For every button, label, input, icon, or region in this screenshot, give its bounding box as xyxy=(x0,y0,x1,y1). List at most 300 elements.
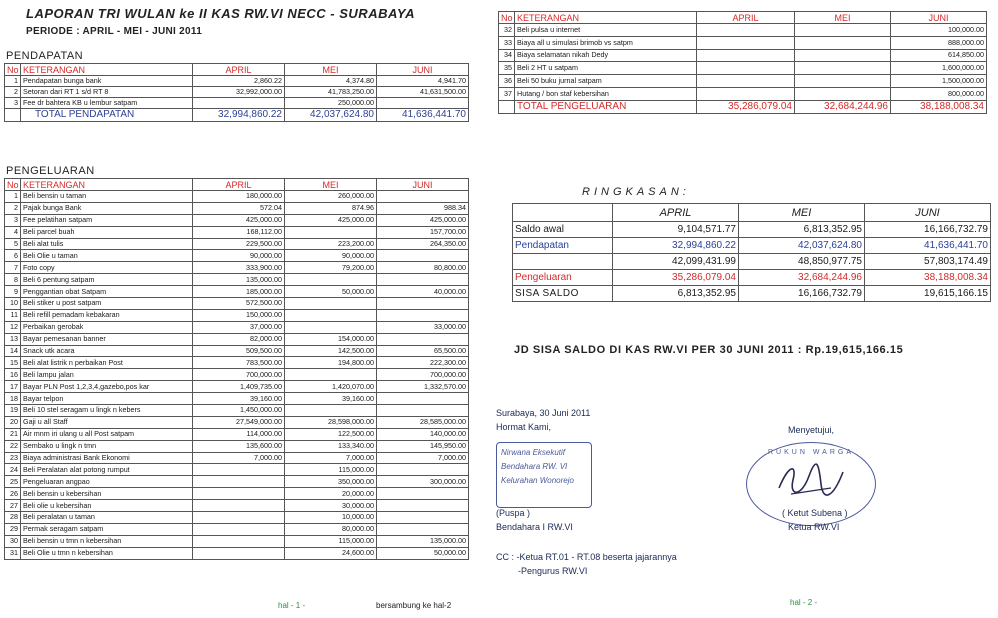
row-april xyxy=(193,535,285,547)
row-mei xyxy=(795,87,891,100)
row-april xyxy=(193,512,285,524)
page-1 xyxy=(0,0,490,618)
sisa-saldo-row xyxy=(513,286,991,302)
saldo-awal-row xyxy=(513,222,991,238)
row-juni: 264,350.00 xyxy=(377,238,469,250)
row-juni: 41,631,500.00 xyxy=(377,87,469,98)
row-mei: 90,000.00 xyxy=(285,250,377,262)
table-row xyxy=(5,333,469,345)
row-mei: 10,000.00 xyxy=(285,512,377,524)
row-no: 22 xyxy=(5,440,21,452)
table-row xyxy=(499,75,987,88)
row-mei: 28,598,000.00 xyxy=(285,416,377,428)
row-no: 23 xyxy=(5,452,21,464)
table-row xyxy=(5,405,469,417)
table-row xyxy=(5,512,469,524)
row-no: 5 xyxy=(5,238,21,250)
row-mei: 425,000.00 xyxy=(285,214,377,226)
row-mei: 50,000.00 xyxy=(285,286,377,298)
row-keterangan: Gaji u all Staff xyxy=(21,416,193,428)
row-mei xyxy=(285,321,377,333)
bendahara-stamp xyxy=(496,442,592,508)
row-no: 26 xyxy=(5,488,21,500)
continue-note: bersambung ke hal-2 xyxy=(376,601,452,610)
row-mei: 115,000.00 xyxy=(285,464,377,476)
row-keterangan: Permak seragam satpam xyxy=(21,523,193,535)
row-keterangan: Setoran dari RT 1 s/d RT 8 xyxy=(21,87,193,98)
row-juni: 1,600,000.00 xyxy=(891,62,987,75)
row-april xyxy=(193,500,285,512)
row-keterangan: Sembako u lingk n tmn xyxy=(21,440,193,452)
row-april xyxy=(697,24,795,37)
ringkasan-blank-header xyxy=(513,204,613,222)
subtotal-row xyxy=(513,254,991,270)
row-no: 3 xyxy=(5,214,21,226)
row-juni: 614,850.00 xyxy=(891,49,987,62)
total-pendapatan-row xyxy=(5,109,469,122)
row-mei xyxy=(285,274,377,286)
row-keterangan: Beli 10 stel seragam u lingk n kebers xyxy=(21,405,193,417)
row-juni: 988.34 xyxy=(377,202,469,214)
row-april xyxy=(193,523,285,535)
row-no: 32 xyxy=(499,24,515,37)
table-row xyxy=(5,381,469,393)
row-april: 700,000.00 xyxy=(193,369,285,381)
row-juni xyxy=(377,250,469,262)
row-april xyxy=(193,98,285,109)
pengeluaran-summary-row xyxy=(513,270,991,286)
row-keterangan: Beli bensin u tmn n kebersihan xyxy=(21,535,193,547)
page-2-number: hal - 2 - xyxy=(790,598,818,607)
row-no: 28 xyxy=(5,512,21,524)
right-signer-role: Ketua RW.VI xyxy=(788,522,840,532)
table-row xyxy=(499,36,987,49)
row-april: 135,000.00 xyxy=(193,274,285,286)
total-pengeluaran-label: TOTAL PENGELUARAN xyxy=(515,100,697,113)
pendapatan-summary-mei: 42,037,624.80 xyxy=(739,238,865,254)
total-pengeluaran-mei: 32,684,244.96 xyxy=(795,100,891,113)
row-keterangan: Fee pelatihan satpam xyxy=(21,214,193,226)
row-no: 10 xyxy=(5,298,21,310)
row-juni: 4,941.70 xyxy=(377,76,469,87)
row-keterangan: Pengeluaran angpao xyxy=(21,476,193,488)
col-keterangan: KETERANGAN xyxy=(515,12,697,24)
row-mei xyxy=(285,309,377,321)
left-signer-name: (Puspa ) xyxy=(496,508,531,518)
row-keterangan: Beli 6 pentung satpam xyxy=(21,274,193,286)
row-no: 18 xyxy=(5,393,21,405)
sisa-saldo-mei: 16,166,732.79 xyxy=(739,286,865,302)
row-no: 1 xyxy=(5,76,21,87)
col-juni: JUNI xyxy=(377,179,469,191)
row-mei: 41,783,250.00 xyxy=(285,87,377,98)
row-mei: 260,000.00 xyxy=(285,191,377,203)
sisa-saldo-label: SISA SALDO xyxy=(513,286,613,302)
row-juni: 145,950.00 xyxy=(377,440,469,452)
row-juni xyxy=(377,405,469,417)
row-mei: 30,000.00 xyxy=(285,500,377,512)
row-april: 572,500.00 xyxy=(193,298,285,310)
row-mei xyxy=(795,62,891,75)
table-row xyxy=(5,250,469,262)
row-keterangan: Biaya administrasi Bank Ekonomi xyxy=(21,452,193,464)
table-row xyxy=(5,214,469,226)
row-juni: 28,585,000.00 xyxy=(377,416,469,428)
row-mei: 142,500.00 xyxy=(285,345,377,357)
signature-mark xyxy=(771,458,851,506)
table-row xyxy=(499,62,987,75)
cc-line-1: CC : -Ketua RT.01 - RT.08 beserta jajarannya xyxy=(496,552,677,562)
row-juni xyxy=(377,488,469,500)
row-juni xyxy=(377,98,469,109)
row-keterangan: Foto copy xyxy=(21,262,193,274)
row-no: 31 xyxy=(5,547,21,559)
row-juni xyxy=(377,500,469,512)
row-no: 24 xyxy=(5,464,21,476)
subtotal-april: 42,099,431.99 xyxy=(613,254,739,270)
row-mei: 874.96 xyxy=(285,202,377,214)
row-mei xyxy=(795,24,891,37)
stamp-line-1: Nirwana Eksekutif xyxy=(501,448,566,457)
row-keterangan: Beli Olie u tmn n kebersihan xyxy=(21,547,193,559)
row-no: 17 xyxy=(5,381,21,393)
subtotal-juni: 57,803,174.49 xyxy=(865,254,991,270)
table-row xyxy=(5,416,469,428)
row-juni: 140,000.00 xyxy=(377,428,469,440)
col-april: APRIL xyxy=(193,64,285,76)
pendapatan-summary-juni: 41,636,441.70 xyxy=(865,238,991,254)
pendapatan-label: PENDAPATAN xyxy=(6,50,84,62)
row-no: 8 xyxy=(5,274,21,286)
row-juni xyxy=(377,464,469,476)
row-keterangan: Pendapatan bunga bank xyxy=(21,76,193,87)
row-no: 4 xyxy=(5,226,21,238)
row-april: 82,000.00 xyxy=(193,333,285,345)
row-keterangan: Beli 2 HT u satpam xyxy=(515,62,697,75)
page-1-number: hal - 1 - xyxy=(278,601,306,610)
table-row xyxy=(5,345,469,357)
row-april: 509,500.00 xyxy=(193,345,285,357)
table-row xyxy=(5,500,469,512)
table-row xyxy=(5,428,469,440)
cc-line-2: -Pengurus RW.VI xyxy=(518,566,588,576)
row-april: 185,000.00 xyxy=(193,286,285,298)
row-keterangan: Beli lampu jalan xyxy=(21,369,193,381)
pengeluaran-summary-april: 35,286,079.04 xyxy=(613,270,739,286)
col-no: No xyxy=(499,12,515,24)
row-mei: 39,160.00 xyxy=(285,393,377,405)
ringkasan-col-mei: MEI xyxy=(739,204,865,222)
row-no: 37 xyxy=(499,87,515,100)
row-juni: 157,700.00 xyxy=(377,226,469,238)
row-mei: 80,000.00 xyxy=(285,523,377,535)
row-juni xyxy=(377,393,469,405)
row-keterangan: Beli peralatan u taman xyxy=(21,512,193,524)
row-juni xyxy=(377,333,469,345)
row-keterangan: Beli 50 buku jurnal satpam xyxy=(515,75,697,88)
row-juni: 800,000.00 xyxy=(891,87,987,100)
total-pendapatan-label: TOTAL PENDAPATAN xyxy=(21,109,193,122)
jd-sisa-saldo: JD SISA SALDO DI KAS RW.VI PER 30 JUNI 2011 : Rp.19,615,166.15 xyxy=(514,344,904,356)
row-keterangan: Beli alat tulis xyxy=(21,238,193,250)
table-row xyxy=(5,369,469,381)
row-mei xyxy=(285,226,377,238)
row-mei xyxy=(795,75,891,88)
row-mei: 4,374.80 xyxy=(285,76,377,87)
row-mei: 223,200.00 xyxy=(285,238,377,250)
row-no: 36 xyxy=(499,75,515,88)
row-april: 27,549,000.00 xyxy=(193,416,285,428)
row-april: 180,000.00 xyxy=(193,191,285,203)
row-mei: 250,000.00 xyxy=(285,98,377,109)
row-mei: 20,000.00 xyxy=(285,488,377,500)
row-mei: 24,600.00 xyxy=(285,547,377,559)
row-mei xyxy=(285,298,377,310)
row-april xyxy=(697,49,795,62)
table-row xyxy=(5,238,469,250)
table-row xyxy=(5,298,469,310)
row-april: 37,000.00 xyxy=(193,321,285,333)
row-april: 150,000.00 xyxy=(193,309,285,321)
row-no: 27 xyxy=(5,500,21,512)
row-april: 135,600.00 xyxy=(193,440,285,452)
col-no: No xyxy=(5,179,21,191)
row-april xyxy=(193,476,285,488)
saldo-awal-mei: 6,813,352.95 xyxy=(739,222,865,238)
row-keterangan: Bayar PLN Post 1,2,3,4,gazebo,pos kar xyxy=(21,381,193,393)
row-no: 12 xyxy=(5,321,21,333)
row-juni: 425,000.00 xyxy=(377,214,469,226)
stamp-line-2: Bendahara RW. VI xyxy=(501,462,568,471)
row-mei xyxy=(285,405,377,417)
row-mei: 115,000.00 xyxy=(285,535,377,547)
table-row xyxy=(5,440,469,452)
row-april: 114,000.00 xyxy=(193,428,285,440)
row-keterangan: Penggantian obat Satpam xyxy=(21,286,193,298)
stamp-line-3: Kelurahan Wonorejo xyxy=(501,476,574,485)
ringkasan-col-april: APRIL xyxy=(613,204,739,222)
row-no: 9 xyxy=(5,286,21,298)
row-no: 7 xyxy=(5,262,21,274)
row-april xyxy=(193,464,285,476)
row-juni: 222,300.00 xyxy=(377,357,469,369)
row-keterangan: Beli Peralatan alat potong rumput xyxy=(21,464,193,476)
table-row xyxy=(5,202,469,214)
row-no: 34 xyxy=(499,49,515,62)
pendapatan-summary-label: Pendapatan xyxy=(513,238,613,254)
menyetujui: Menyetujui, xyxy=(788,425,835,435)
row-no: 3 xyxy=(5,98,21,109)
table-row xyxy=(5,393,469,405)
col-mei: MEI xyxy=(795,12,891,24)
row-mei: 154,000.00 xyxy=(285,333,377,345)
left-signer-role: Bendahara I RW.VI xyxy=(496,522,573,532)
row-april xyxy=(193,547,285,559)
pengeluaran-summary-label: Pengeluaran xyxy=(513,270,613,286)
row-juni xyxy=(377,191,469,203)
table-row xyxy=(5,357,469,369)
row-juni: 300,000.00 xyxy=(377,476,469,488)
col-keterangan: KETERANGAN xyxy=(21,64,193,76)
row-no: 19 xyxy=(5,405,21,417)
row-keterangan: Beli bensin u taman xyxy=(21,191,193,203)
row-no: 35 xyxy=(499,62,515,75)
row-juni xyxy=(377,512,469,524)
right-signer-name: ( Ketut Subena ) xyxy=(782,508,848,518)
place-date: Surabaya, 30 Juni 2011 xyxy=(496,408,591,418)
row-keterangan: Biaya all u simulasi brimob vs satpm xyxy=(515,36,697,49)
row-keterangan: Beli bensin u kebersihan xyxy=(21,488,193,500)
row-april: 229,500.00 xyxy=(193,238,285,250)
row-keterangan: Beli alat listrik n perbaikan Post xyxy=(21,357,193,369)
table-row xyxy=(5,452,469,464)
table-row xyxy=(5,76,469,87)
row-keterangan: Beli pulsa u internet xyxy=(515,24,697,37)
row-april xyxy=(697,36,795,49)
row-mei: 133,340.00 xyxy=(285,440,377,452)
row-april: 333,900.00 xyxy=(193,262,285,274)
row-no: 14 xyxy=(5,345,21,357)
row-keterangan: Beli Olie u taman xyxy=(21,250,193,262)
total-pengeluaran-row xyxy=(499,100,987,113)
row-no: 16 xyxy=(5,369,21,381)
row-no: 30 xyxy=(5,535,21,547)
row-april xyxy=(697,75,795,88)
row-no: 21 xyxy=(5,428,21,440)
pengeluaran-continued-table xyxy=(498,11,987,114)
row-keterangan: Hutang / bon staf kebersihan xyxy=(515,87,697,100)
row-keterangan: Beli stiker u post satpam xyxy=(21,298,193,310)
row-april: 90,000.00 xyxy=(193,250,285,262)
ringkasan-col-juni: JUNI xyxy=(865,204,991,222)
row-april: 783,500.00 xyxy=(193,357,285,369)
row-keterangan: Beli refill pemadam kebakaran xyxy=(21,309,193,321)
pendapatan-summary-april: 32,994,860.22 xyxy=(613,238,739,254)
pengeluaran-summary-mei: 32,684,244.96 xyxy=(739,270,865,286)
pengeluaran-label: PENGELUARAN xyxy=(6,165,95,177)
row-no: 20 xyxy=(5,416,21,428)
row-keterangan: Perbaikan gerobak xyxy=(21,321,193,333)
row-mei: 79,200.00 xyxy=(285,262,377,274)
table-row xyxy=(5,321,469,333)
total-pengeluaran-juni: 38,188,008.34 xyxy=(891,100,987,113)
row-april xyxy=(697,62,795,75)
saldo-awal-april: 9,104,571.77 xyxy=(613,222,739,238)
row-april: 32,992,000.00 xyxy=(193,87,285,98)
row-keterangan: Bayar telpon xyxy=(21,393,193,405)
col-juni: JUNI xyxy=(891,12,987,24)
row-juni: 40,000.00 xyxy=(377,286,469,298)
table-row xyxy=(5,476,469,488)
row-no: 1 xyxy=(5,191,21,203)
saldo-awal-label: Saldo awal xyxy=(513,222,613,238)
report-title: LAPORAN TRI WULAN ke II KAS RW.VI NECC - SURABAYA xyxy=(26,6,415,21)
table-row xyxy=(499,87,987,100)
row-april xyxy=(193,488,285,500)
row-juni: 7,000.00 xyxy=(377,452,469,464)
row-mei xyxy=(795,49,891,62)
row-juni: 50,000.00 xyxy=(377,547,469,559)
row-april: 1,409,735.00 xyxy=(193,381,285,393)
row-april: 168,112.00 xyxy=(193,226,285,238)
ringkasan-table xyxy=(512,203,991,302)
row-no: 2 xyxy=(5,87,21,98)
table-row xyxy=(5,286,469,298)
row-mei: 194,800.00 xyxy=(285,357,377,369)
pendapatan-table xyxy=(4,63,469,122)
table-row xyxy=(5,98,469,109)
report-periode: PERIODE : APRIL - MEI - JUNI 2011 xyxy=(26,26,203,37)
table-row xyxy=(5,488,469,500)
row-april: 2,860.22 xyxy=(193,76,285,87)
pengeluaran-summary-juni: 38,188,008.34 xyxy=(865,270,991,286)
sisa-saldo-april: 6,813,352.95 xyxy=(613,286,739,302)
row-april xyxy=(697,87,795,100)
row-juni: 80,800.00 xyxy=(377,262,469,274)
pendapatan-summary-row xyxy=(513,238,991,254)
col-juni: JUNI xyxy=(377,64,469,76)
row-no: 11 xyxy=(5,309,21,321)
table-row xyxy=(499,49,987,62)
row-juni: 33,000.00 xyxy=(377,321,469,333)
page-2 xyxy=(492,0,998,618)
subtotal-mei: 48,850,977.75 xyxy=(739,254,865,270)
col-mei: MEI xyxy=(285,64,377,76)
table-row xyxy=(5,464,469,476)
row-mei: 1,420,070.00 xyxy=(285,381,377,393)
table-row xyxy=(5,309,469,321)
row-mei xyxy=(795,36,891,49)
hormat-kami: Hormat Kami, xyxy=(496,422,552,432)
pengeluaran-table xyxy=(4,178,469,560)
row-juni: 65,500.00 xyxy=(377,345,469,357)
table-row xyxy=(5,535,469,547)
row-keterangan: Biaya selamatan nikah Dedy xyxy=(515,49,697,62)
row-no: 2 xyxy=(5,202,21,214)
col-mei: MEI xyxy=(285,179,377,191)
row-april: 572.04 xyxy=(193,202,285,214)
col-april: APRIL xyxy=(697,12,795,24)
col-april: APRIL xyxy=(193,179,285,191)
total-pendapatan-juni: 41,636,441.70 xyxy=(377,109,469,122)
row-juni xyxy=(377,298,469,310)
row-no: 33 xyxy=(499,36,515,49)
row-keterangan: Fee dr bahtera KB u lembur satpam xyxy=(21,98,193,109)
row-juni: 888,000.00 xyxy=(891,36,987,49)
row-april: 1,450,000.00 xyxy=(193,405,285,417)
col-keterangan: KETERANGAN xyxy=(21,179,193,191)
table-row xyxy=(5,523,469,535)
row-keterangan: Air mnm iri ulang u all Post satpam xyxy=(21,428,193,440)
row-mei: 122,500.00 xyxy=(285,428,377,440)
row-keterangan: Pajak bunga Bank xyxy=(21,202,193,214)
row-juni xyxy=(377,309,469,321)
row-no: 13 xyxy=(5,333,21,345)
table-row xyxy=(5,226,469,238)
row-april: 39,160.00 xyxy=(193,393,285,405)
row-no: 15 xyxy=(5,357,21,369)
row-mei xyxy=(285,369,377,381)
row-juni xyxy=(377,523,469,535)
row-juni: 700,000.00 xyxy=(377,369,469,381)
table-row xyxy=(499,24,987,37)
row-juni xyxy=(377,274,469,286)
table-row xyxy=(5,87,469,98)
table-row xyxy=(5,191,469,203)
row-keterangan: Snack utk acara xyxy=(21,345,193,357)
row-mei: 350,000.00 xyxy=(285,476,377,488)
sisa-saldo-juni: 19,615,166.15 xyxy=(865,286,991,302)
